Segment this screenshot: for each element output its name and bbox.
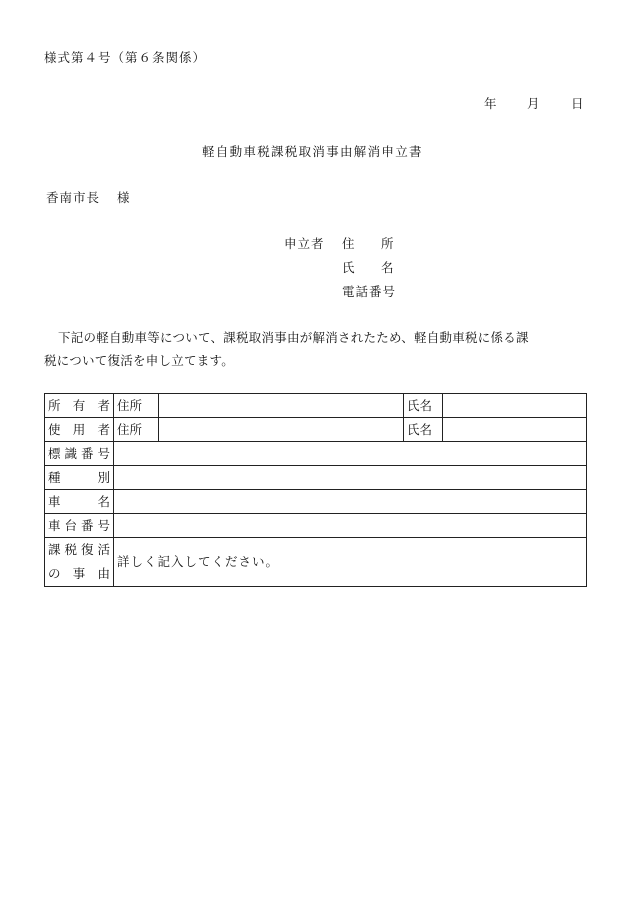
- owner-address-label: 住所: [114, 394, 159, 418]
- user-row: [45, 418, 587, 442]
- chassis-number-row: [45, 514, 587, 538]
- applicant-name-label-2: 名: [381, 260, 394, 275]
- document-title: 軽自動車税課税取消事由解消申立書: [202, 144, 423, 159]
- addressee-name: 香南市長: [46, 190, 101, 205]
- plate-number-row: [45, 442, 587, 466]
- vehicle-name-field[interactable]: [114, 490, 587, 514]
- applicant-role-label: 申立者: [284, 236, 325, 251]
- reason-label-char: 課: [48, 542, 61, 557]
- user-label-char: 者: [97, 421, 110, 437]
- applicant-phone-label: 電話番号: [342, 284, 397, 299]
- reason-row: [45, 538, 587, 587]
- owner-label: [45, 394, 114, 418]
- reason-label-char: 事: [72, 566, 86, 581]
- applicant-address-label-2: 所: [381, 236, 394, 251]
- form-number: 様式第４号（第６条関係）: [44, 50, 207, 65]
- reason-label-char: 税: [64, 542, 77, 557]
- applicant-address-label-1: 住: [342, 236, 355, 251]
- plate-number-label-char: 標: [48, 445, 61, 461]
- owner-address-field[interactable]: [159, 394, 404, 418]
- reason-field[interactable]: [114, 538, 587, 587]
- owner-name-label: 氏名: [404, 394, 443, 418]
- chassis-number-label: [45, 514, 114, 538]
- plate-number-label-char: 号: [97, 445, 110, 461]
- body-text-line-1: 下記の軽自動車等について、課税取消事由が解消されたため、軽自動車税に係る課: [58, 330, 529, 345]
- plate-number-label: [45, 442, 114, 466]
- chassis-number-label-char: 台: [64, 517, 77, 533]
- plate-number-field[interactable]: [114, 442, 587, 466]
- plate-number-label-char: 番: [80, 445, 94, 461]
- user-address-field[interactable]: [159, 418, 404, 442]
- vehicle-name-label-char: 名: [97, 493, 110, 509]
- reason-label-char: 由: [97, 566, 110, 581]
- reason-instruction: 詳しく記入してください。: [117, 554, 280, 569]
- user-label-char: 使: [48, 421, 61, 437]
- vehicle-name-row: [45, 490, 587, 514]
- chassis-number-label-char: 番: [80, 517, 94, 533]
- user-name-label: 氏名: [404, 418, 443, 442]
- applicant-name-label-1: 氏: [342, 260, 355, 275]
- owner-row: [45, 394, 587, 418]
- vehicle-form-table: [44, 393, 587, 587]
- reason-label: [45, 538, 114, 587]
- reason-label-char: 復: [80, 542, 94, 557]
- type-label-char: 種: [48, 469, 61, 485]
- date-day-label: 日: [571, 96, 584, 111]
- vehicle-name-label: [45, 490, 114, 514]
- owner-label-char: 者: [97, 397, 110, 413]
- owner-label-char: 有: [72, 397, 86, 413]
- addressee-suffix: 様: [117, 190, 130, 205]
- date-year-label: 年: [484, 96, 497, 111]
- chassis-number-label-char: 車: [48, 517, 61, 533]
- body-text-line-2: 税について復活を申し立てます。: [44, 353, 235, 368]
- user-name-field[interactable]: [443, 418, 587, 442]
- user-label-char: 用: [72, 421, 86, 437]
- vehicle-name-label-char: 車: [48, 493, 61, 509]
- chassis-number-field[interactable]: [114, 514, 587, 538]
- owner-name-field[interactable]: [443, 394, 587, 418]
- type-label-char: 別: [97, 469, 110, 485]
- plate-number-label-char: 識: [64, 445, 77, 461]
- reason-label-char: 活: [97, 542, 110, 557]
- type-label: [45, 466, 114, 490]
- user-label: [45, 418, 114, 442]
- owner-label-char: 所: [48, 397, 61, 413]
- user-address-label: 住所: [114, 418, 159, 442]
- chassis-number-label-char: 号: [97, 517, 110, 533]
- type-row: [45, 466, 587, 490]
- reason-label-char: の: [48, 566, 61, 581]
- type-field[interactable]: [114, 466, 587, 490]
- date-month-label: 月: [527, 96, 540, 111]
